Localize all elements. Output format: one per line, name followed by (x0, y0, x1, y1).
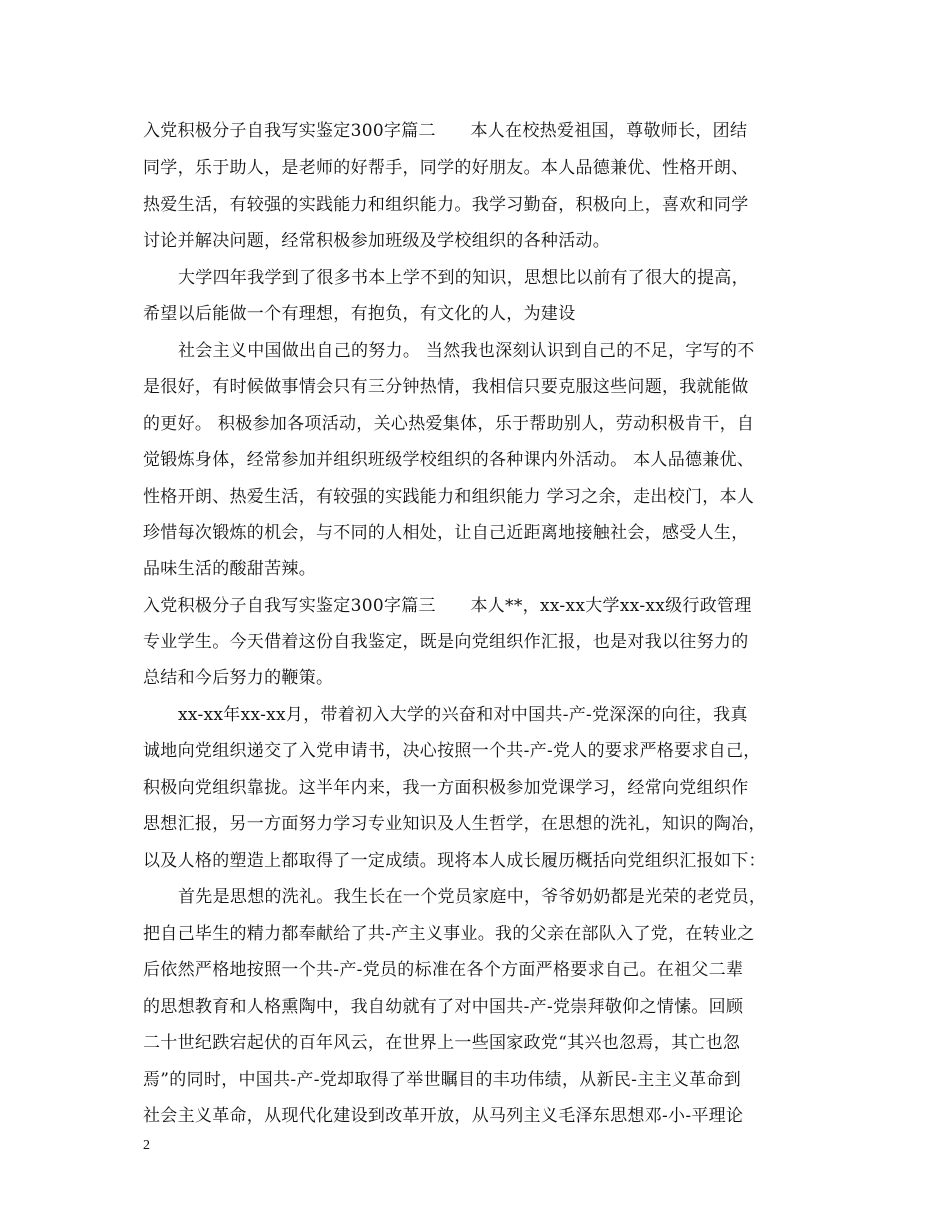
text-line: 把自己毕生的精力都奉献给了共-产主义事业。我的父亲在部队入了党，在转业之 (143, 924, 755, 944)
text-line: 二十世纪跌宕起伏的百年风云，在世界上一些国家政党“其兴也忽焉，其亡也忽 (143, 1033, 741, 1053)
text-line: 的更好。 积极参加各项活动，关心热爱集体，乐于帮助别人，劳动积极肯干，自 (143, 414, 755, 434)
text-line: 以及人格的塑造上都取得了一定成绩。现将本人成长履历概括向党组织汇报如下： (143, 851, 766, 871)
text-line: 热爱生活，有较强的实践能力和组织能力。我学习勤奋，积极向上，喜欢和同学 (143, 195, 749, 215)
text-line: 入党积极分子自我写实鉴定300字篇二 本人在校热爱祖国，尊敬师长，团结 (143, 121, 748, 141)
text-line: 希望以后能做一个有理想，有抱负，有文化的人，为建设 (143, 304, 576, 324)
text-line: 大学四年我学到了很多书本上学不到的知识，思想比以前有了很大的提高， (178, 268, 749, 288)
page-number: 2 (143, 1138, 150, 1153)
text-line: xx-xx年xx-xx月，带着初入大学的兴奋和对中国共-产-党深深的向往，我真 (178, 705, 748, 725)
text-line: 性格开朗、热爱生活，有较强的实践能力和组织能力 学习之余，走出校门，本人 (143, 487, 755, 507)
text-line: 焉”的同时，中国共-产-党却取得了举世瞩目的丰功伟绩，从新民-主主义革命到 (143, 1070, 742, 1090)
text-line: 社会主义中国做出自己的努力。 当然我也深刻认识到自己的不足，字写的不 (178, 341, 755, 361)
text-line: 专业学生。今天借着这份自我鉴定，既是向党组织作汇报，也是对我以往努力的 (143, 632, 749, 652)
text-line: 是很好，有时候做事情会只有三分钟热情，我相信只要克服这些问题，我就能做 (143, 377, 749, 397)
text-line: 觉锻炼身体，经常参加并组织班级学校组织的各种课内外活动。 本人品德兼优、 (143, 450, 755, 470)
text-line: 总结和今后努力的鞭策。 (143, 668, 334, 688)
text-line: 入党积极分子自我写实鉴定300字篇三 本人**，xx-xx大学xx-xx级行政管理 (143, 596, 752, 616)
text-line: 首先是思想的洗礼。我生长在一个党员家庭中，爷爷奶奶都是光荣的老党员， (178, 887, 767, 907)
text-line: 思想汇报，另一方面努力学习专业知识及人生哲学，在思想的洗礼，知识的陶冶， (143, 814, 766, 834)
text-line: 讨论并解决问题，经常积极参加班级及学校组织的各种活动。 (143, 231, 611, 251)
text-line: 品味生活的酸甜苦辣。 (143, 559, 316, 579)
text-line: 的思想教育和人格熏陶中，我自幼就有了对中国共-产-党崇拜敬仰之情愫。回顾 (143, 997, 744, 1017)
text-line: 积极向党组织靠拢。这半年内来，我一方面积极参加党课学习，经常向党组织作 (143, 778, 749, 798)
text-line: 同学，乐于助人，是老师的好帮手，同学的好朋友。本人品德兼优、性格开朗、 (143, 158, 749, 178)
text-line: 后依然严格地按照一个共-产-党员的标准在各个方面严格要求自己。在祖父二辈 (143, 960, 744, 980)
text-line: 诚地向党组织递交了入党申请书，决心按照一个共-产-党人的要求严格要求自己， (143, 741, 761, 761)
text-line: 珍惜每次锻炼的机会，与不同的人相处，让自己近距离地接触社会，感受人生， (143, 523, 749, 543)
text-line: 社会主义革命，从现代化建设到改革开放，从马列主义毛泽东思想邓-小-平理论 (143, 1106, 744, 1126)
